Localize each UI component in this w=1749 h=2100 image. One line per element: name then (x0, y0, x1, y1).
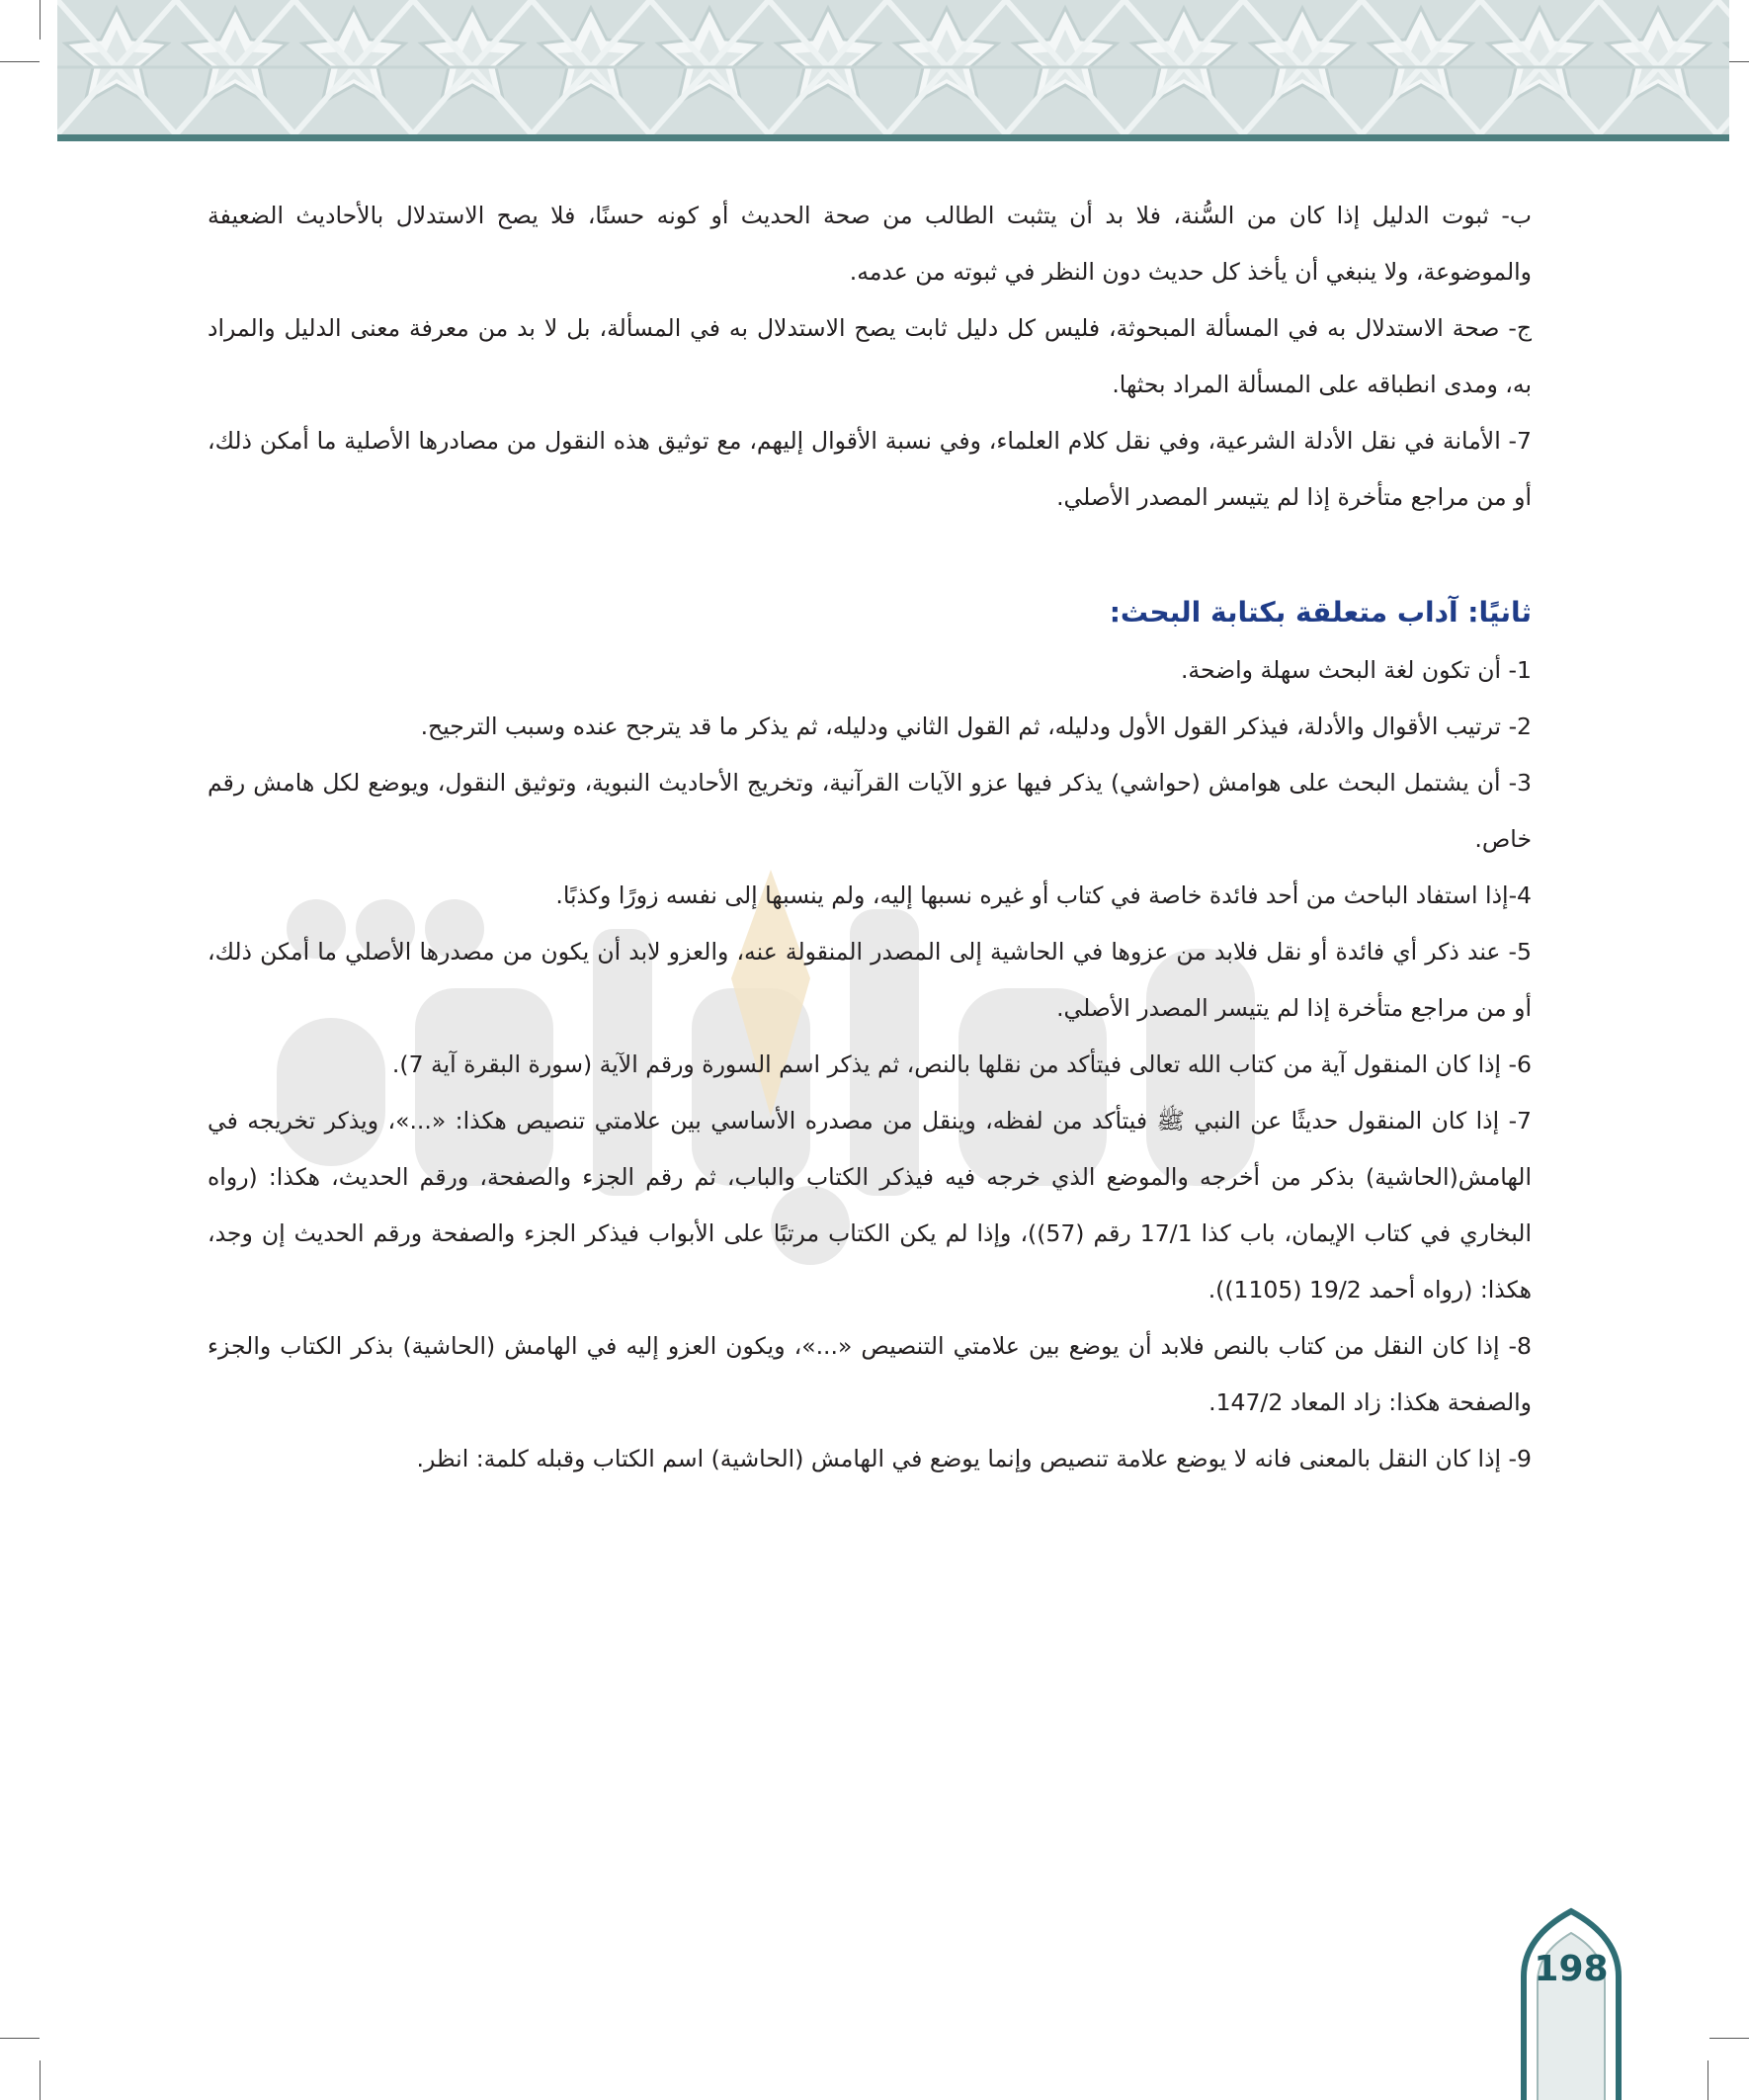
list-item: 1- أن تكون لغة البحث سهلة واضحة. (1180, 656, 1532, 684)
list-item: 8- إذا كان النقل من كتاب بالنص فلابد أن يوضع بين علامتي التنصيص «...»، ويكون العزو إليه في الهامش (الحاشية) بذكر الكتاب والجزء والصفحة هكذا: زاد المعاد 147/2. (208, 1332, 1532, 1416)
crop-mark (0, 61, 40, 62)
header-rule (57, 134, 1729, 141)
list-item: 7- إذا كان المنقول حديثًا عن النبي ﷺ فيتأكد من لفظه، وينقل من مصدره الأساسي بين علامتي تنصيص هكذا: «...»، ويذكر تخريجه في الهامش(الحاشية) بذكر من أخرجه والموضع الذي خرجه فيه فيذكر الكتاب والباب، ثم رقم الجزء والصفحة، ورقم الحديث، هكذا: (رواه البخاري في كتاب الإيمان، باب كذا 17/1 رقم (57))، وإذا لم يكن الكتاب مرتبًا على الأبواب فيذكر الجزء والصفحة ورقم الحديث إن وجد، هكذا: (رواه أحمد 19/2 (1105)). (208, 1107, 1532, 1303)
crop-mark (0, 2038, 40, 2039)
crop-mark (40, 0, 41, 40)
page-number-badge (1520, 1907, 1623, 2100)
decorative-header-pattern (57, 0, 1729, 134)
crop-mark (1707, 2060, 1708, 2100)
list-item: 9- إذا كان النقل بالمعنى فانه لا يوضع علامة تنصيص وإنما يوضع في الهامش (الحاشية) اسم الكتاب وقبله كلمة: انظر. (416, 1445, 1532, 1472)
list-item: 3- أن يشتمل البحث على هوامش (حواشي) يذكر فيها عزو الآيات القرآنية، وتخريج الأحاديث النبوية، وتوثيق النقول، ويوضع لكل هامش رقم خاص. (208, 769, 1532, 853)
paragraph-j: ج- صحة الاستدلال به في المسألة المبحوثة، فليس كل دليل ثابت يصح الاستدلال به في المسألة، بل لا بد من معرفة معنى الدليل والمراد به، ومدى انطباقه على المسألة المراد بحثها. (208, 314, 1532, 398)
paragraph-7: 7- الأمانة في نقل الأدلة الشرعية، وفي نقل كلام العلماء، وفي نسبة الأقوال إليهم، مع توثيق هذه النقول من مصادرها الأصلية ما أمكن ذلك، أو من مراجع متأخرة إذا لم يتيسر المصدر الأصلي. (208, 427, 1532, 511)
page-number: 198 (1534, 1949, 1609, 1989)
section-heading: ثانيًا: آداب متعلقة بكتابة البحث: (1109, 596, 1532, 629)
list-item: 5- عند ذكر أي فائدة أو نقل فلابد من عزوها في الحاشية إلى المصدر المنقولة عنه، والعزو لابد أن يكون من مصدرها الأصلي ما أمكن ذلك، أو من مراجع متأخرة إذا لم يتيسر المصدر الأصلي. (208, 938, 1532, 1022)
list-item: 2- ترتيب الأقوال والأدلة، فيذكر القول الأول ودليله، ثم القول الثاني ودليله، ثم يذكر ما قد يترجح عنده وسبب الترجيح. (420, 713, 1532, 740)
crop-mark (40, 2060, 41, 2100)
paragraph-b: ب- ثبوت الدليل إذا كان من السُّنة، فلا بد أن يتثبت الطالب من صحة الحديث أو كونه حسنًا، فلا يصح الاستدلال بالأحاديث الضعيفة والموضوعة، ولا ينبغي أن يأخذ كل حديث دون النظر في ثبوته من عدمه. (208, 202, 1532, 286)
list-item: 6- إذا كان المنقول آية من كتاب الله تعالى فيتأكد من نقلها بالنص، ثم يذكر اسم السورة ورقم الآية (سورة البقرة آية 7). (391, 1050, 1532, 1078)
crop-mark (1709, 2038, 1749, 2039)
list-item: 4-إذا استفاد الباحث من أحد فائدة خاصة في كتاب أو غيره نسبها إليه، ولم ينسبها إلى نفسه زورًا وكذبًا. (555, 882, 1532, 909)
page-body (208, 188, 1532, 1487)
